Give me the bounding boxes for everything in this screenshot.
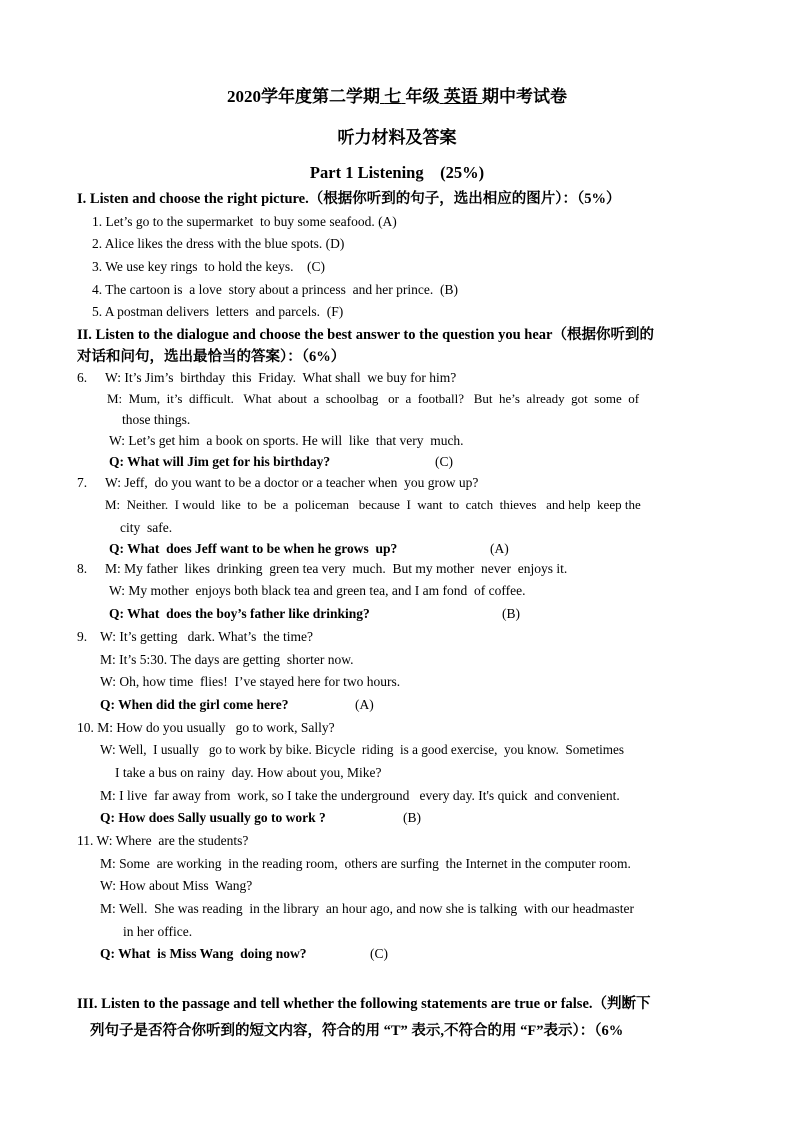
q7-answer: (A): [490, 541, 509, 556]
section3-heading-line2: 列句子是否符合你听到的短文内容，符合的用 “T” 表示,不符合的用 “F”表示）：（6%: [90, 1023, 624, 1039]
title-subject: 英语: [443, 87, 478, 106]
section1-item-4: 4. The cartoon is a love story about a princess and her prince. (B): [92, 282, 459, 297]
section2-heading-line1: II. Listen to the dialogue and choose the best answer to the question you hear（根据你听到的: [77, 327, 654, 343]
section1-item-5: 5. A postman delivers letters and parcels. (F): [92, 304, 344, 319]
q10-line-1: 10. M: How do you usually go to work, Sally?: [77, 720, 335, 735]
title-pre: 2020学年度第二学期: [227, 87, 380, 106]
q8-line-1: M: My father likes drinking green tea very much. But my mother never enjoys it.: [105, 561, 568, 576]
q8-number: 8.: [77, 561, 88, 576]
page-title: [0, 88, 794, 105]
q6-line-3: those things.: [122, 412, 191, 427]
q8-line-2: W: My mother enjoys both black tea and green tea, and I am fond of coffee.: [109, 583, 526, 598]
q6-question: Q: What will Jim get for his birthday?: [109, 454, 331, 469]
q10-line-3: I take a bus on rainy day. How about you, Mike?: [115, 765, 382, 780]
q6-number: 6.: [77, 370, 88, 385]
q7-number: 7.: [77, 475, 88, 490]
q9-line-1: W: It’s getting dark. What’s the time?: [100, 629, 313, 644]
q11-line-5: in her office.: [123, 924, 193, 939]
section1-heading: I. Listen and choose the right picture.（根据你听到的句子，选出相应的图片）：（5%）: [77, 191, 621, 207]
q11-number: 11.: [77, 833, 94, 848]
q7-line-1: W: Jeff, do you want to be a doctor or a teacher when you grow up?: [105, 475, 479, 490]
q6-line-1: W: It’s Jim’s birthday this Friday. What shall we buy for him?: [105, 370, 457, 385]
q11-question: Q: What is Miss Wang doing now?: [100, 946, 307, 961]
q8-answer: (B): [502, 606, 520, 621]
part-heading: Part 1 Listening (25%): [309, 163, 485, 182]
title-grade: 七: [384, 87, 402, 106]
section1-item-3: 3. We use key rings to hold the keys. (C): [92, 259, 326, 274]
q11-line-1: 11. W: Where are the students?: [77, 833, 249, 848]
section2-heading-line2: 对话和问句，选出最恰当的答案）：（6%）: [77, 349, 346, 365]
section1-item-2: 2. Alice likes the dress with the blue spots. (D): [92, 236, 345, 251]
q7-line-2: M: Neither. I would like to be a policeman because I want to catch thieves and help keep the: [105, 497, 641, 512]
q7-question: Q: What does Jeff want to be when he grows up?: [109, 541, 398, 556]
q11-answer: (C): [370, 946, 388, 961]
q9-line-3: W: Oh, how time flies! I’ve stayed here for two hours.: [100, 674, 401, 689]
q9-question: Q: When did the girl come here?: [100, 697, 289, 712]
q8-question: Q: What does the boy’s father like drinking?: [109, 606, 370, 621]
q10-answer: (B): [403, 810, 421, 825]
title-mid: 年级: [405, 87, 440, 106]
q10-line-2: W: Well, I usually go to work by bike. Bicycle riding is a good exercise, you know. Sometimes: [100, 742, 625, 757]
section3-heading-line1: III. Listen to the passage and tell whether the following statements are true or false.（判断下: [77, 996, 651, 1012]
title-post: 期中考试卷: [482, 87, 567, 106]
q10-line-4: M: I live far away from work, so I take the underground every day. It's quick and convenient.: [100, 788, 620, 803]
q6-line-2: M: Mum, it’s difficult. What about a schoolbag or a football? But he’s already got some of: [107, 391, 640, 406]
q11-line-4: M: Well. She was reading in the library an hour ago, and now she is talking with our headmaster: [100, 901, 635, 916]
q9-line-2: M: It’s 5:30. The days are getting shorter now.: [100, 652, 354, 667]
q11-line-2: M: Some are working in the reading room, others are surfing the Internet in the computer room.: [100, 856, 631, 871]
q7-line-3: city safe.: [120, 520, 173, 535]
q10-number: 10.: [77, 720, 94, 735]
q9-answer: (A): [355, 697, 374, 712]
q9-number: 9.: [77, 629, 88, 644]
q6-answer: (C): [435, 454, 453, 469]
page-subtitle: 听力材料及答案: [337, 128, 457, 147]
q10-question: Q: How does Sally usually go to work ?: [100, 810, 326, 825]
section1-item-1: 1. Let’s go to the supermarket to buy some seafood. (A): [92, 214, 397, 229]
q6-line-4: W: Let’s get him a book on sports. He will like that very much.: [109, 433, 464, 448]
q11-line-3: W: How about Miss Wang?: [100, 878, 253, 893]
